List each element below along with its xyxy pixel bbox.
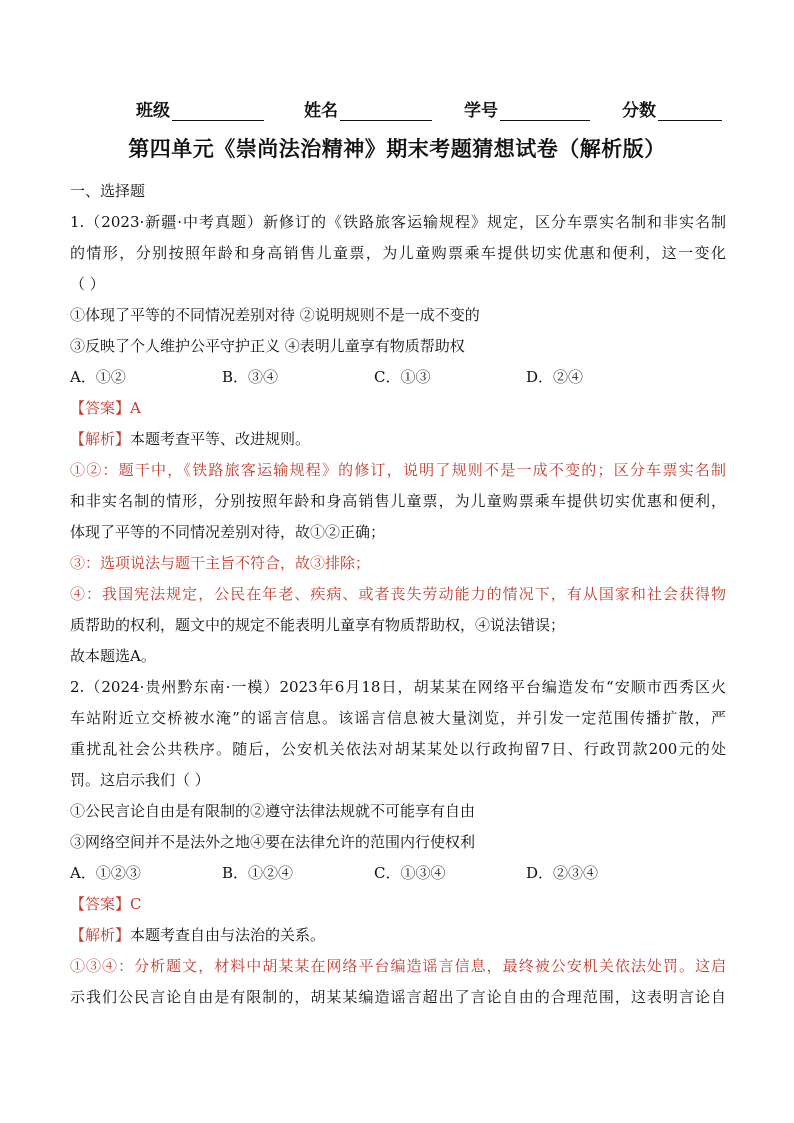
q1-analysis-line: 和非实名制的情形，分别按照年龄和身高销售儿童票，为儿童购票乘车提供切实优惠和便利，: [70, 492, 726, 510]
q1-analysis-intro-text: 本题考查平等、改进规则。: [130, 430, 311, 448]
score-label: 分数: [622, 101, 656, 121]
q1-analysis-line: [70, 455, 726, 486]
student-id-label: 学号: [464, 101, 498, 121]
q1-analysis-tag: 【解析】: [70, 430, 131, 448]
q2-stem-line: 2.（2024·贵州黔东南·一模）2023年6月18日，胡某某在网络平台编造发布“安顺市西秀区火: [70, 678, 726, 696]
q1-analysis-text: ①②：题干中，《铁路旅客运输规程》的修订，说明了规则不是一成不变的；区分车票实名制: [70, 461, 726, 479]
q1-stem-line: 的情形，分别按照年龄和身高销售儿童票，为儿童购票乘车提供切实优惠和便利，这一变化: [70, 244, 726, 262]
q2-stem-line: 罚。这启示我们（ ）: [70, 771, 210, 789]
q2-option-a[interactable]: A．①②③: [70, 864, 141, 882]
q2-stem-line: 车站附近立交桥被水淹”的谣言信息。该谣言信息被大量浏览，并引发一定范围传播扩散，严: [70, 709, 726, 727]
q1-option-b[interactable]: B．③④: [222, 368, 279, 386]
q1-stem-line: 1.（2023·新疆·中考真题）新修订的《铁路旅客运输规程》规定，区分车票实名制和非实名制: [70, 213, 726, 231]
q2-analysis-text: ①③④：分析题文，材料中胡某某在网络平台编造谣言信息，最终被公安机关依法处罚。这启: [70, 957, 726, 975]
q1-conclusion: 故本题选A。: [70, 647, 156, 665]
q1-answer-value: A: [130, 399, 141, 417]
name-label: 姓名: [304, 101, 338, 121]
q1-stem-line: （ ）: [70, 275, 105, 293]
q2-option-d[interactable]: D．②③④: [526, 864, 599, 882]
q1-answer: [70, 393, 726, 424]
q2-analysis-tag: 【解析】: [70, 926, 131, 944]
q2-options: [70, 858, 726, 889]
student-id-blank[interactable]: [500, 100, 590, 121]
q1-options: [70, 362, 726, 393]
q1-analysis-line: [70, 548, 726, 579]
q1-analysis-text: ③：选项说法与题干主旨不符合，故③排除；: [70, 554, 371, 572]
q2-stem-line: 重扰乱社会公共秩序。随后，公安机关依法对胡某某处以行政拘留7日、行政罚款200元的处: [70, 740, 726, 758]
q2-analysis-intro-text: 本题考查自由与法治的关系。: [130, 926, 326, 944]
q1-analysis-line: 质帮助的权利，题文中的规定不能表明儿童享有物质帮助权，④说法错误；: [70, 616, 566, 634]
question-1: [70, 207, 726, 672]
class-label: 班级: [136, 101, 170, 121]
section-label: 一、选择题: [70, 182, 146, 200]
q1-option-d[interactable]: D．②④: [526, 368, 584, 386]
q2-answer-tag: 【答案】: [70, 895, 131, 913]
page-title: 第四单元《崇尚法治精神》期末考题猜想试卷（解析版）: [128, 136, 666, 161]
class-field[interactable]: [136, 96, 264, 121]
q1-analysis-line: [70, 579, 726, 610]
name-field[interactable]: [304, 96, 432, 121]
q2-analysis-intro: [70, 920, 726, 951]
q2-option-c[interactable]: C．①③④: [374, 864, 446, 882]
q1-option-a[interactable]: A．①②: [70, 368, 126, 386]
q1-answer-tag: 【答案】: [70, 399, 131, 417]
q1-option-c[interactable]: C．①③: [374, 368, 431, 386]
q2-option-b[interactable]: B．①②④: [222, 864, 294, 882]
score-field[interactable]: [622, 96, 722, 121]
student-id-field[interactable]: [464, 96, 590, 121]
name-blank[interactable]: [340, 100, 432, 121]
q1-statement: ③反映了个人维护公平守护正义 ④表明儿童享有物质帮助权: [70, 337, 465, 355]
student-info-fields: [0, 96, 794, 126]
q1-analysis-line: 体现了平等的不同情况差别对待，故①②正确；: [70, 523, 386, 541]
q2-analysis-line: [70, 951, 726, 982]
q2-answer: [70, 889, 726, 920]
class-blank[interactable]: [172, 100, 264, 121]
q2-analysis-line: 示我们公民言论自由是有限制的，胡某某编造谣言超出了言论自由的合理范围，这表明言论自: [70, 988, 726, 1006]
q2-statement: ①公民言论自由是有限制的②遵守法律法规就不可能享有自由: [70, 802, 476, 820]
q2-answer-value: C: [130, 895, 142, 913]
question-content: [70, 176, 726, 1013]
q1-analysis-text: ④：我国宪法规定，公民在年老、疾病、或者丧失劳动能力的情况下，有从国家和社会获得物: [70, 585, 726, 603]
question-2: [70, 672, 726, 1013]
q1-analysis-intro: [70, 424, 726, 455]
q1-statement: ①体现了平等的不同情况差别对待 ②说明规则不是一成不变的: [70, 306, 480, 324]
q2-statement: ③网络空间并不是法外之地④要在法律允许的范围内行使权利: [70, 833, 476, 851]
score-blank[interactable]: [658, 100, 722, 121]
